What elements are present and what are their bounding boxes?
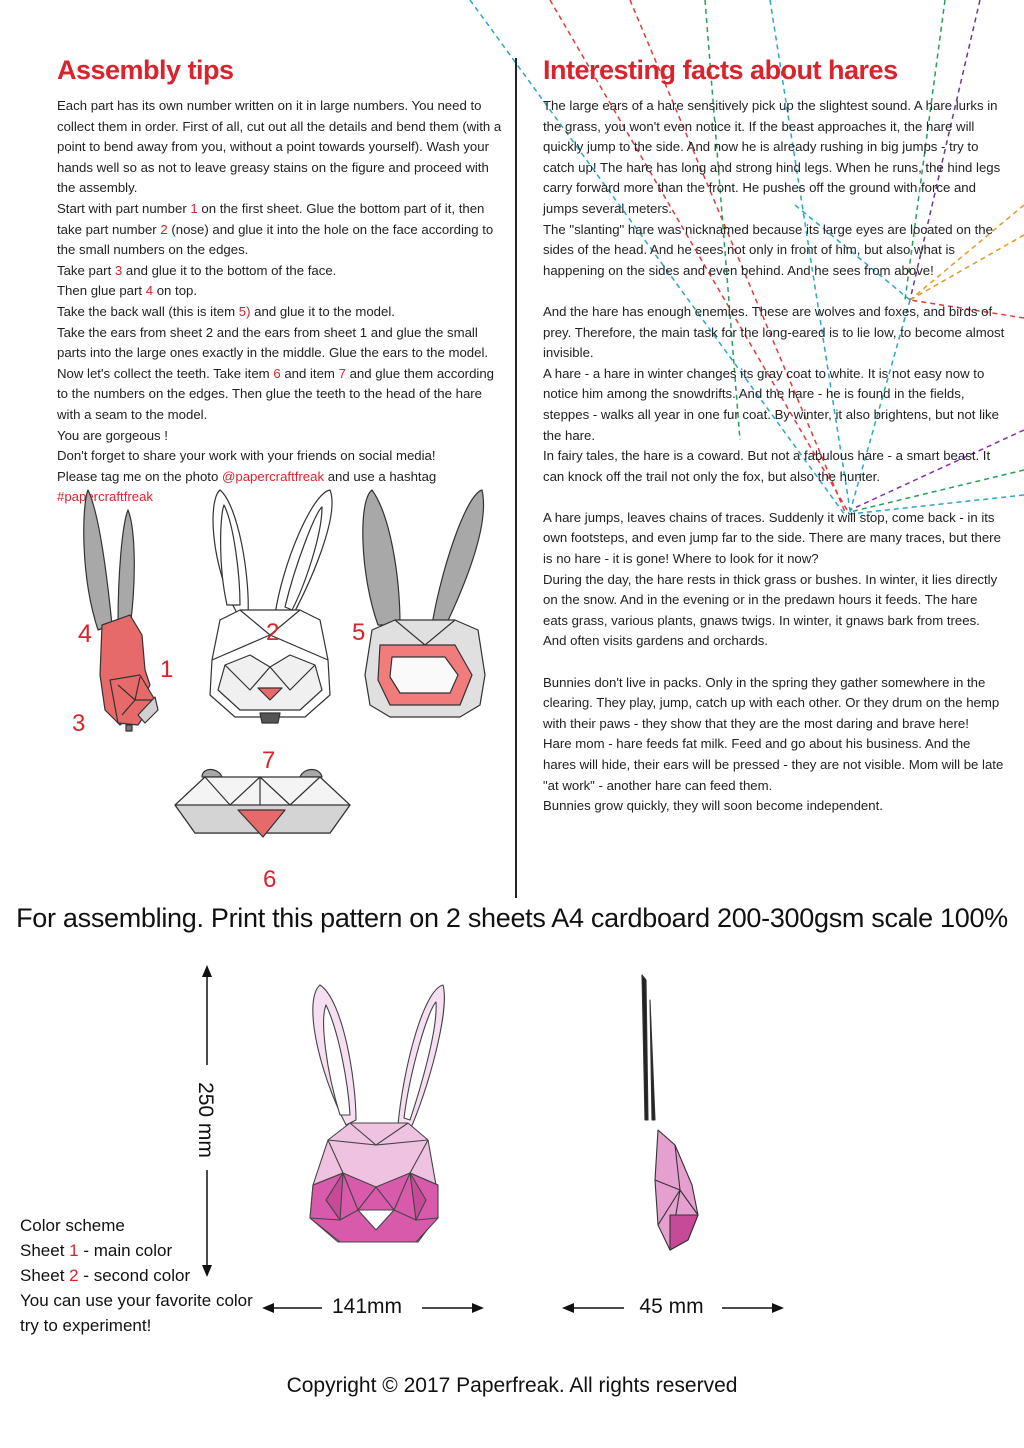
hare-facts-text	[543, 96, 1005, 817]
depth-dimension: 45 mm	[639, 1295, 704, 1318]
tip-text: on top.	[153, 283, 198, 299]
fact-paragraph: During the day, the hare rests in thick grass or bushes. In winter, it lies directly on the snow. And in the evening or in the predawn hours it feeds. The hare eats grass, various plants, gnaws twigs. In winter, it gnaws bark from trees. And often visits gardens and orchards.	[543, 571, 998, 649]
back-view-part	[363, 490, 485, 717]
highlight-text: 4	[145, 283, 154, 299]
fact-paragraph: A hare - a hare in winter changes its gray coat to white. It is not easy now to notice him among the snowdrifts. And the hare - he is found in the fields, steppes - walks all year in one fur coat. By winter, it also brightens, but not like the hare.	[543, 365, 999, 443]
tip-text: and use a hashtag	[324, 468, 437, 484]
height-dimension: 250 mm	[194, 1082, 217, 1158]
tip-text: (nose) and glue it into the hole on the face according to the small numbers on the edges.	[57, 221, 494, 258]
tip-text: Take the ears from sheet 2 and the ears from sheet 1 and glue the small parts into the large ones exactly in the middle. Glue the ears to the model. Now let's collect the teeth. Take item	[57, 324, 489, 381]
fact-paragraph: Bunnies grow quickly, they will soon become independent.	[543, 798, 883, 814]
paragraph-spacer	[543, 652, 1005, 673]
assembly-tips-title: Assembly tips	[57, 55, 234, 85]
part-label-6: 6	[263, 866, 277, 893]
highlight-text: @papercraftfreak	[221, 468, 325, 484]
fact-paragraph: The "slanting" hare was nicknamed because its large eyes are located on the sides of the head. And he sees not only in front of him, but also what is happening on the sides and even behind. And he sees from above!	[543, 221, 993, 278]
tip-text: Start with part number	[57, 200, 191, 216]
tip-text: Take part	[57, 262, 115, 278]
front-view-part	[210, 490, 332, 723]
column-divider	[515, 58, 517, 898]
tip-text: and glue them according to the numbers on the edges. Then glue the teeth to the head of the hare with a seam to the model.	[57, 365, 495, 422]
fact-paragraph: Hare mom - hare feeds fat milk. Feed and go about his business. And the hares will hide, their ears will be pressed - they are not visible. Mom will be late "at work" - another hare can feed them.	[543, 736, 1004, 793]
color-scheme	[20, 1213, 260, 1338]
part-label-3: 3	[72, 710, 86, 737]
color-scheme-tip-2: try to experiment!	[20, 1316, 152, 1335]
tip-text: Take the back wall (this is item	[57, 303, 239, 319]
assembly-tips-text	[57, 96, 502, 508]
width-dimension: 141mm	[331, 1295, 403, 1318]
assembly-tip-paragraph	[57, 302, 502, 323]
part-label-2: 2	[266, 619, 280, 646]
part-label-4: 4	[78, 620, 92, 648]
hare-facts-title: Interesting facts about hares	[543, 55, 898, 85]
tip-text: on the first sheet. Glue the bottom part of it, then take part number	[57, 200, 485, 237]
highlight-text: 7	[338, 365, 346, 381]
highlight-text: #papercraftfreak	[57, 489, 154, 505]
fact-paragraph: Bunnies don't live in packs. Only in the spring they gather somewhere in the clearing. They play, jump, catch up with each other. Or they drum on the hemp with their paws - they show that they are the most daring and brave here!	[543, 674, 1000, 731]
highlight-text: 3	[114, 262, 123, 278]
print-instruction: For assembling. Print this pattern on 2 sheets A4 cardboard 200-300gsm scale 100%	[16, 903, 1008, 933]
tip-text: You are gorgeous !	[57, 427, 168, 443]
part-label-7: 7	[262, 747, 276, 774]
highlight-text: 2	[160, 221, 168, 237]
teeth-part	[175, 770, 350, 838]
highlight-text: 5)	[238, 303, 251, 319]
fact-paragraph: A hare jumps, leaves chains of traces. Suddenly it will stop, come back - in its own footsteps, and even jump far to the side. There are many traces, but there is no hare - it is gone! Where to look for it now?	[543, 509, 1001, 567]
paragraph-spacer	[543, 487, 1005, 508]
copyright-text: Copyright © 2017 Paperfreak. All rights reserved	[286, 1374, 738, 1397]
tip-text: Don't forget to share your work with your friends on social media!	[57, 448, 436, 464]
assembly-tip-paragraph	[57, 446, 502, 467]
highlight-text: 1	[190, 200, 198, 216]
hare-side-view	[630, 970, 710, 1260]
tip-text: Then glue part	[57, 283, 146, 299]
color-scheme-sheet1: Sheet 1 - main color	[20, 1241, 173, 1260]
assembly-tip-paragraph	[57, 281, 502, 302]
assembly-tip-paragraph	[57, 426, 502, 447]
part-label-5: 5	[352, 619, 366, 646]
color-scheme-sheet2: Sheet 2 - second color	[20, 1266, 191, 1285]
assembly-tip-paragraph	[57, 261, 502, 282]
fact-paragraph: In fairy tales, the hare is a coward. But not a fabulous hare - a smart beast. It can knock off the trail not only the fox, but also the hunter.	[543, 448, 991, 484]
hare-front-view	[298, 980, 468, 1260]
tip-text: and glue it to the bottom of the face.	[122, 262, 337, 278]
part-label-1: 1	[160, 656, 174, 683]
assembly-tip-paragraph	[57, 96, 502, 199]
tip-text: Please tag me on the photo	[57, 468, 222, 484]
fact-paragraph: The large ears of a hare sensitively pick up the slightest sound. A hare lurks in the grass, you won't even notice it. If the beast approaches it, the hare will quickly jump to the side. And now he is already rushing in big jumps - try to catch up! The hare has long and strong hind legs. When he runs, the hind legs carry forward more than the front. He pushes off the ground with force and jumps several meters.	[543, 98, 1001, 216]
assembly-tip-paragraph	[57, 199, 502, 261]
side-view-part	[84, 490, 158, 731]
color-scheme-tip: You can use your favorite color	[20, 1291, 253, 1310]
paragraph-spacer	[543, 281, 1005, 302]
fact-paragraph: And the hare has enough enemies. These are wolves and foxes, and birds of prey. Therefore, the main task for the long-eared is to lie low, to become almost invisible.	[543, 303, 1005, 361]
highlight-text: 6	[273, 365, 281, 381]
tip-text: and glue it to the model.	[250, 303, 395, 319]
tip-text: Each part has its own number written on it in large numbers. You need to collect them in order. First of all, cut out all the details and bend them (with a point to bend away from you, without a point towards yourself). Wash your hands well so as not to leave greasy stains on the figure and proceed with the assembly.	[57, 98, 502, 196]
color-scheme-title: Color scheme	[20, 1216, 125, 1235]
tip-text: and item	[280, 365, 339, 381]
assembly-parts-illustration	[60, 485, 510, 895]
assembly-tip-paragraph	[57, 323, 502, 426]
